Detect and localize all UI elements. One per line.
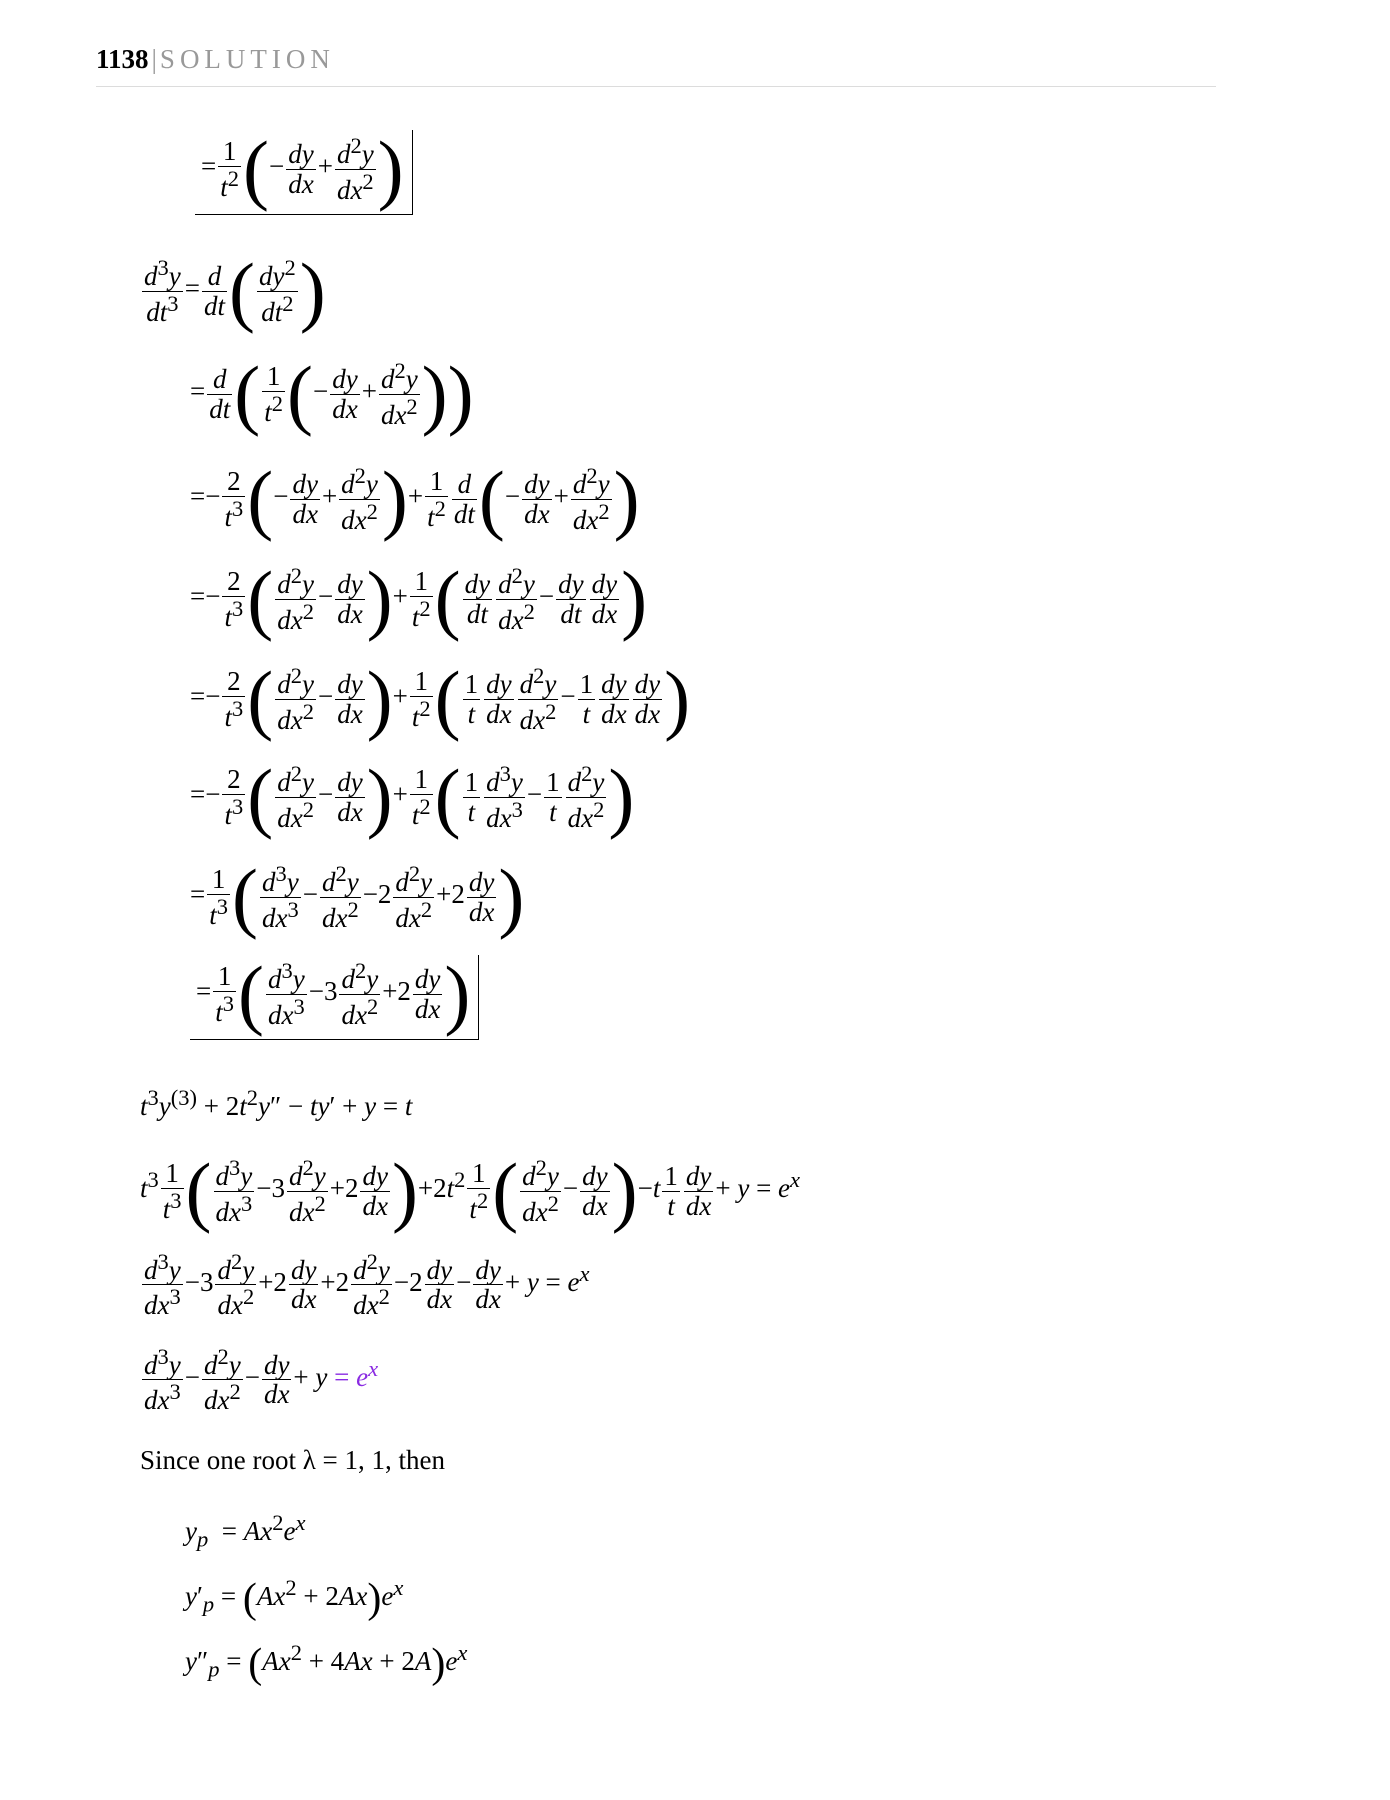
- section-title: SOLUTION: [159, 44, 335, 74]
- equation-expanded: $\frac{d^3y}{dx^3}$ −3 $\frac{d^2y}{dx^2}$ +2 $\frac{dy}{dx}$ +2 $\frac{d^2y}{dx^2}$ −2 $\frac{dy}{dx}$ − $\frac{dy}{dx}$ + $y = e^x$: [144, 1249, 590, 1321]
- equation-line-8: = $\frac{1}{t^3}$ ( $\frac{d^3y}{dx^3}$ − $\frac{d^2y}{dx^2}$ −2 $\frac{d^2y}{dx^2}$ +2 $\frac{dy}{dx}$ ): [190, 853, 525, 940]
- equation-line-5: =− $\frac{2}{t^3}$ ( $\frac{d^2y}{dx^2}$ − $\frac{dy}{dx}$ )+ $\frac{1}{t^2}$ ( $\frac{dy}{dt}$ $\frac{d^2y}{dx^2}$ − $\frac{dy}{dt}$ $\frac{dy}{dx}$ ): [190, 555, 648, 642]
- yp-line: $y_p = Ax^2e^x$: [185, 1510, 306, 1552]
- ode-in-t: $t^3y^{(3)} + 2t^2y'' - ty' + y = t$: [140, 1085, 413, 1121]
- equation-simplified: $\frac{d^3y}{dx^3}$ − $\frac{d^2y}{dx^2}$ − $\frac{dy}{dx}$ + $y = e^x$: [144, 1344, 379, 1416]
- equation-third-derivative: $\frac{d^3y}{dt^3}$ = $\frac{d}{dt}$ ( $\frac{dy^2}{dt^2}$ ): [144, 247, 326, 334]
- equation-boxed-first: = $\frac{1}{t^2}$ (− $\frac{dy}{dx}$ + $\frac{d^2y}{dx^2}$ ): [195, 130, 413, 215]
- since-text: Since one root λ = 1, 1, then: [140, 1445, 446, 1475]
- equation-line-4: =− $\frac{2}{t^3}$ (− $\frac{dy}{dx}$ + $\frac{d^2y}{dx^2}$ )+ $\frac{1}{t^2}$ $\frac{d}{dt}$ (− $\frac{dy}{dx}$ + $\frac{d^2y}{dx^2}$ ): [190, 455, 640, 542]
- header-separator: |: [151, 44, 157, 74]
- equation-line-6: =− $\frac{2}{t^3}$ ( $\frac{d^2y}{dx^2}$ − $\frac{dy}{dx}$ )+ $\frac{1}{t^2}$ ( $\frac{1}{t}$ $\frac{dy}{dx}$ $\frac{d^2y}{dx^2}$ − $\frac{1}{t}$ $\frac{dy}{dx}$ $\frac{dy}{dx}$ ): [190, 655, 691, 742]
- equation-line-7: =− $\frac{2}{t^3}$ ( $\frac{d^2y}{dx^2}$ − $\frac{dy}{dx}$ )+ $\frac{1}{t^2}$ ( $\frac{1}{t}$ $\frac{d^3y}{dx^3}$ − $\frac{1}{t}$ $\frac{d^2y}{dx^2}$ ): [190, 753, 635, 840]
- yp-prime-line: $y'_p = (Ax^2 + 2Ax)e^x$: [185, 1575, 404, 1622]
- equation-boxed-result: = $\frac{1}{t^3}$ ( $\frac{d^3y}{dx^3}$ −3 $\frac{d^2y}{dx^2}$ +2 $\frac{dy}{dx}$ ): [190, 955, 479, 1040]
- page-header: [96, 44, 1216, 84]
- yp-double-prime-line: $y''_p = (Ax^2 + 4Ax + 2A)e^x$: [185, 1640, 468, 1687]
- page-number: 1138: [96, 44, 149, 74]
- equation-substitution: $t^3$ $\frac{1}{t^3}$ ( $\frac{d^3y}{dx^3}$ −3 $\frac{d^2y}{dx^2}$ +2 $\frac{dy}{dx}$ )$+2t^2$ $\frac{1}{t^2}$ ( $\frac{d^2y}{dx^2}$ − $\frac{dy}{dx}$ )−t $\frac{1}{t}$ $\frac{dy}{dx}$ + $y = e^x$: [140, 1147, 801, 1234]
- header-rule: [96, 86, 1216, 87]
- equation-line-3: = $\frac{d}{dt}$ ( $\frac{1}{t^2}$ (− $\frac{dy}{dx}$ + $\frac{d^2y}{dx^2}$ )): [190, 350, 474, 437]
